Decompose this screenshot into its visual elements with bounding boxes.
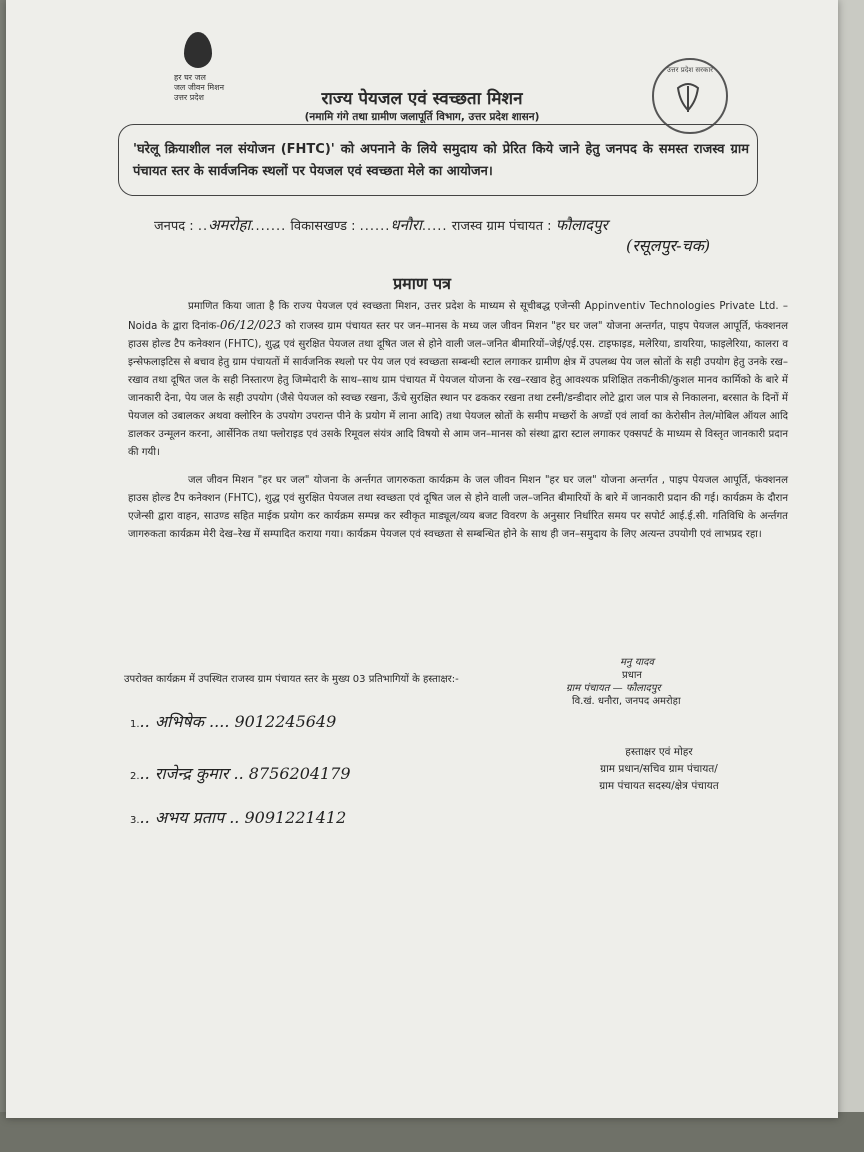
participant-number: 2. [130,771,140,782]
participant-phone: 8756204179 [248,764,351,783]
participant-name: राजेन्द्र कुमार [154,764,229,783]
participant-3: 3... अभय प्रताप .. 9091221412 [130,808,347,827]
panchayat-extra: (रसूलपुर-चक) [626,236,711,255]
logo-line-1: हर घर जल [174,73,206,82]
stamp-location: वि.खं. धनौरा, जनपद अमरोहा [572,696,681,707]
district-label: जनपद : [154,219,194,234]
participant-number: 3. [130,815,140,826]
participant-phone: 9091221412 [244,808,347,827]
block-value: धनौरा [390,216,422,234]
participant-1: 1... अभिषेक .... 9012245649 [130,712,337,731]
block-label: विकासखण्ड : [290,219,356,234]
certificate-paragraph-2: जल जीवन मिशन "हर घर जल" योजना के अर्न्तगत जागरुकता कार्यक्रम के जल जीवन मिशन "हर घर जल" योजना अन्तर्गत , पाइप पेयजल आपूर्ति, फंक्शनल हाउस होल्ड टैप कनेक्शन (FHTC), शुद्ध एवं सुरक्षित पेयजल तथा स्वच्छता एवं दूषित जल से होने वाली जल–जनित बीमारियों के बारे में जानकारी प्रदान की गई। कार्यक्रम के दौरान एजेन्सी द्वारा वाहन, साउण्ड सहित माईक प्रयोग कर कार्यक्रम सम्पन्न कर स्वीकृत माड्यूल/व्यय बजट विवरण के अनुसार निर्धारित समय पर सपोर्ट आई.ई.सी. गतिविधि के अर्न्तगत जागरुकता कार्यक्रम मेरी देख–रेख में सम्पादित कराया गया। कार्यक्रम पेयजल एवं स्वच्छता से सम्बन्धित होने के साथ ही जन–समुदाय के लिए अत्यन्त उपयोगी एवं लाभप्रद रहा। [128,475,788,540]
stamp-panchayat: ग्राम पंचायत — फौलादपुर [566,683,661,694]
logo-line-2: जल जीवन मिशन [174,83,225,92]
water-drop-icon [184,32,212,68]
certificate-body [128,298,788,554]
signature-roles-1: ग्राम प्रधान/सचिव ग्राम पंचायत/ [600,763,718,775]
participant-name: अभिषेक [154,712,204,731]
stamp-name: मनु यादव [620,657,654,668]
certificate-title: प्रमाण पत्र [393,274,451,293]
document-page [6,0,838,1118]
event-title-box: 'घरेलू क्रियाशील नल संयोजन (FHTC)' को अपनाने के लिये समुदाय को प्रेरित किये जाने हेतु जनपद के समस्त राजस्व ग्राम पंचायत स्तर के सार्वजनिक स्थलों पर पेयजल एवं स्वच्छता मेले का आयोजन। [118,124,758,196]
seal-text: उत्तर प्रदेश सरकार [666,66,714,74]
background-bottom [0,1112,864,1152]
signature-heading: हस्ताक्षर एवं मोहर [625,746,693,758]
participant-2: 2... राजेन्द्र कुमार .. 8756204179 [130,764,351,783]
participant-name: अभय प्रताप [154,808,225,827]
signature-block [554,744,764,795]
pradhan-stamp [566,656,756,708]
stamp-designation: प्रधान [622,670,642,681]
mission-subtitle: (नमामि गंगे तथा ग्रामीण जलापूर्ति विभाग, उत्तर प्रदेश शासन) [304,111,540,123]
event-date: 06/12/023 [219,318,282,332]
participants-intro: उपरोक्त कार्यक्रम में उपस्थित राजस्व ग्राम पंचायत स्तर के मुख्य 03 प्रतिभागियों के हस्ताक्षर:- [124,674,459,685]
district-value: अमरोहा [208,216,251,234]
mission-title: राज्य पेयजल एवं स्वच्छता मिशन [321,89,523,109]
signature-roles-2: ग्राम पंचायत सदस्य/क्षेत्र पंचायत [599,780,719,792]
para1-start: प्रमाणित किया जाता है कि राज्य पेयजल एवं स्वच्छता मिशन, उत्तर प्रदेश के माध्यम से सूचीबद्ध एजेन्सी Appinventiv Technologies Private Ltd. – Noida के द्वारा दिनांक- [128,301,788,332]
para1-rest: को राजस्व ग्राम पंचायत स्तर पर जन–मानस के मध्य जल जीवन मिशन "हर घर जल" योजना अन्तर्गत, पाइप पेयजल आपूर्ति, फंक्शनल हाउस होल्ड टैप कनेक्शन (FHTC), शुद्ध एवं सुरक्षित पेयजल तथा दूषित जल से होने वाली जल–जनित बीमारियों–जेई/एई.एस. टाइफाइड, मलेरिया, डायरिया, फाइलेरिया, कालरा व इन्सेफलाइटिस से बचाव हेतु ग्राम पंचायतों में सार्वजनिक स्थलो पर पेय जल एवं स्वच्छता सम्बन्धी स्टाल लगाकर ग्रामीण क्षेत्र में उपलब्ध पेय जल स्रोतों के सही उपयोग हेतु उनके रख–रखाव तथा दूषित जल के सही निस्तारण हेतु जिम्मेदारी के साथ–साथ ग्राम पंचायत में पेयजल योजना के रख–रखाव हेतु आवश्यक प्रशिक्षित तकनीकी/कुशल मानव कार्मिको के बारे में जानकारी देना, पेय जल के सही उपयोग (जैसे पेयजल को स्वच्छ रखना, ऊँचे सुरक्षित स्थान पर ढककर रखना तथा टस्नी/डन्डीदार लोटे द्वारा जल पात्र से निकालना, बरसात के दिनों में पेयजल को उबालकर अथवा क्लोरिन के उपयोग उपरान्त पीने के प्रयोग में लाना आदि) तथा पेयजल स्रोतों के समीप मच्छरों के अण्डों एवं लार्वा का केरोसीन तेल/मोबिल ऑयल आदि डालकर उन्मूलन करना, आर्सेनिक तथा फ्लोराइड एवं उसके रिमूवल संयंत्र आदि विषयो से आम जन–मानस को संस्था द्वारा स्टाल लगाकर एक्सपर्ट के माध्यम से विस्तृत जानकारी प्रदान की गयी। [128,321,788,458]
participant-phone: 9012245649 [234,712,337,731]
panchayat-value: फौलादपुर [555,216,608,234]
certificate-paragraph-1 [128,298,788,462]
panchayat-label: राजस्व ग्राम पंचायत : [451,219,552,234]
logo-line-3: उत्तर प्रदेश [174,93,204,102]
participant-number: 1. [130,719,140,730]
location-fields: जनपद : ..अमरोहा....... विकासखण्ड : ......धनौरा..... राजस्व ग्राम पंचायत : फौलादपुर [154,216,608,234]
